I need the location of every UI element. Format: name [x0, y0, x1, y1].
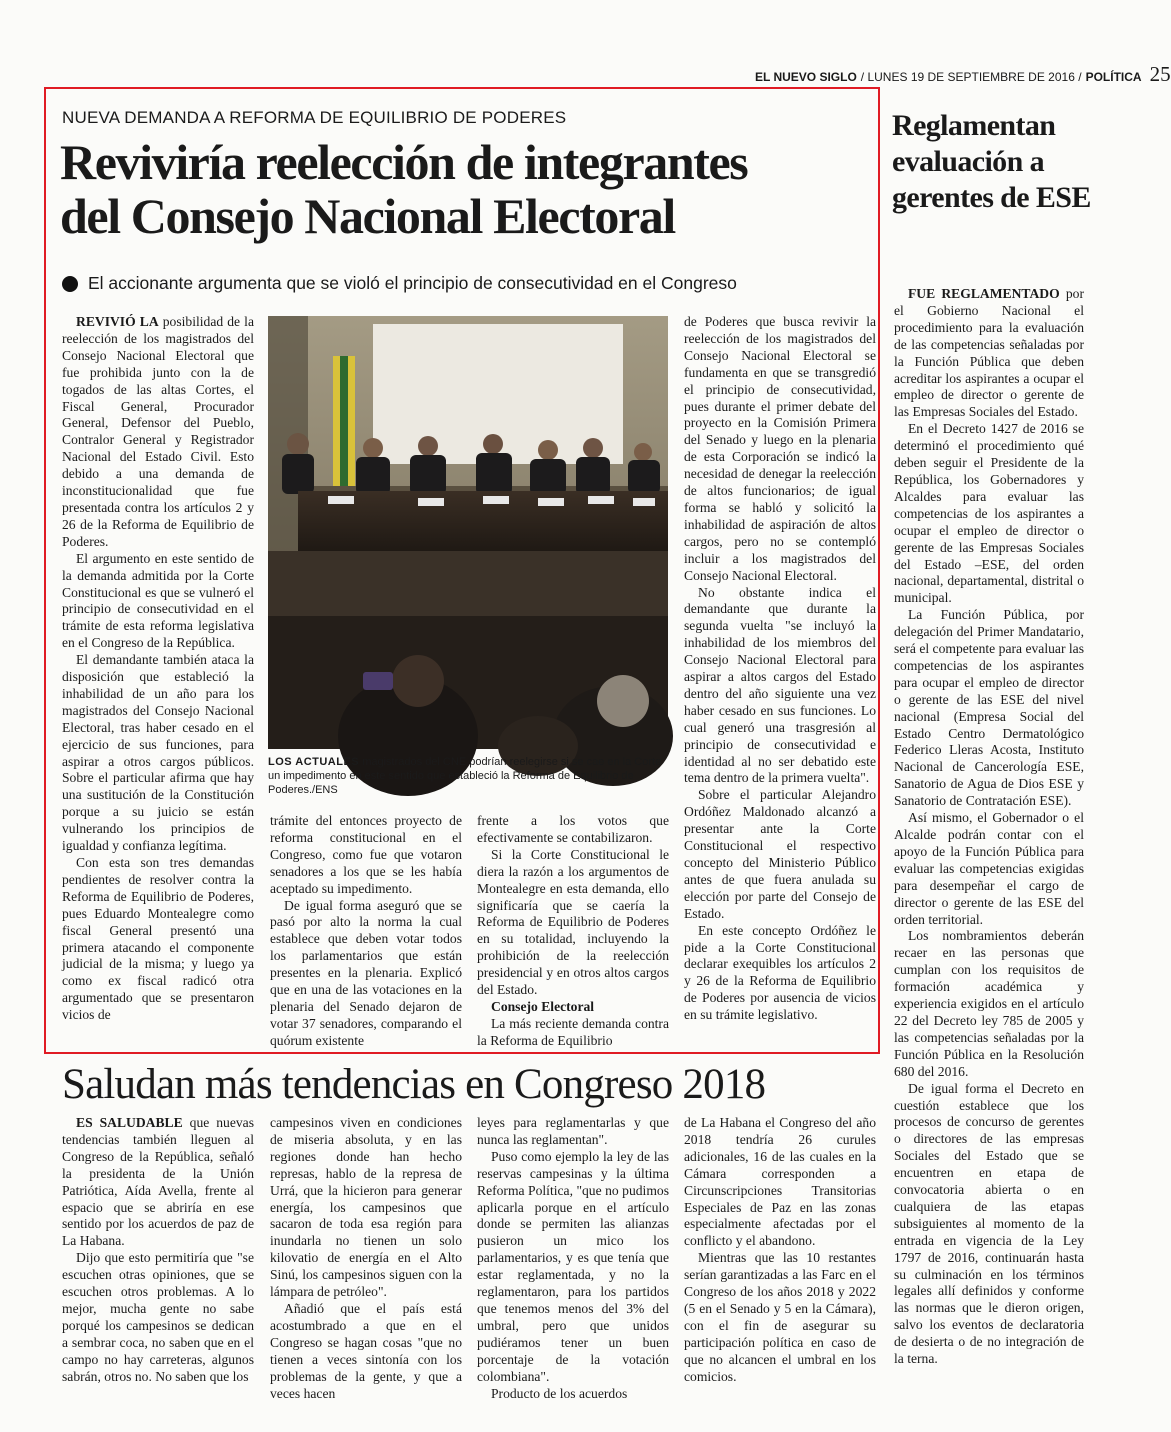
paragraph: posibilidad de la reelección de los magistrados del Consejo Nacional Electoral que fue prohibida junto con la de togados de las altas Cortes, el Fiscal General, Procurador General, Defensor del Pueblo, Contralor General y Registrador Nacional del Estado Civil. Esto debido a una demanda de inconstitucionalidad que fue presentada contra los artículos 2 y 26 de la Reforma de Equilibrio de Poderes.: [62, 314, 254, 549]
second-column-3: [477, 1115, 669, 1402]
subhead-text: El accionante argumenta que se violó el principio de consecutividad en el Congreso: [88, 273, 737, 293]
paragraph: de Poderes que busca revivir la reelección de los magistrados del Consejo Nacional Electoral se fundamenta en que se transgredió el principio de consecutividad, pues durante el primer debate del proyecto en la Comisión Primera del Senado y luego en la plenaria de esta Corporación se indicó la necesidad de denegar la reelección de altos funcionarios; de igual forma se habló y solicitó la inhabilidad de aspiración de altos cargos, pero no se contempló incluir a los magistrados del Consejo Nacional Electoral.: [684, 314, 876, 583]
photo-caption: [268, 755, 668, 797]
paragraph: La más reciente demanda contra la Reforma de Equilibrio: [477, 1015, 669, 1048]
side-headline: Reglamentan evaluación a gerentes de ESE: [892, 109, 1091, 214]
newspaper-name: EL NUEVO SIGLO: [755, 70, 857, 84]
paragraph: No obstante indica el demandante que durante la segunda vuelta "se incluyó la inhabilidad de los miembros del Consejo Nacional Electoral para aspirar a altos cargos del Estado dentro del año siguiente una vez haber cesado en sus funciones. Lo cual generó una trasgresión al principio de consecutividad e identidad al no ser debatido este tema dentro de la primera vuelta".: [684, 584, 876, 786]
kicker: NUEVA DEMANDA A REFORMA DE EQUILIBRIO DE PODERES: [62, 108, 567, 127]
article-column-2: [270, 813, 462, 1050]
second-column-4: [684, 1115, 876, 1386]
paragraph: De igual forma aseguró que se pasó por alto la norma la cual establece que deben votar todos los parlamentarios que están presentes en la plenaria. Explicó que en una de las votaciones en la plenaria del Senado dejaron de votar 37 senadores, comparando el quórum existente: [270, 897, 462, 1048]
second-column-1: [62, 1115, 254, 1386]
article-column-1: [62, 314, 254, 1024]
paragraph: frente a los votos que efectivamente se contabilizaron.: [477, 813, 669, 845]
lead-in: FUE REGLAMENTADO: [908, 286, 1060, 301]
page-header: [755, 62, 1171, 86]
paragraph: leyes para reglamentarlas y que nunca las reglamentan".: [477, 1115, 669, 1147]
paragraph: Si la Corte Constitucional le diera la razón a los argumentos de Montealegre en esta demanda, ello significaría que se caería la Reforma de Equilibrio de Poderes en su totalidad, incluyendo la prohibición de la reelección presidencial y en otros altos cargos del Estado.: [477, 846, 669, 998]
article-column-4: [684, 314, 876, 1024]
paragraph: Los nombramientos deberán recaer en las personas que cumplan con los requisitos de formación académica y experiencia exigidos en el artículo 22 del Decreto ley 785 de 2005 y las competencias señaladas por la Función Pública en la Resolución 680 del 2016.: [894, 928, 1084, 1079]
paragraph: Sobre el particular Alejandro Ordóñez Maldonado alcanzó a presentar ante la Corte Constitucional el respectivo concepto del Ministerio Público antes de que fuera anulada su elección por parte del Consejo de Estado.: [684, 787, 876, 921]
paragraph: De igual forma el Decreto en cuestión establece que los procesos de concurso de gerentes o directores de las empresas Sociales del Estado que se encuentren en etapa de convocatoria abierta o en cualquiera de las etapas subsiguientes al momento de la entrada en vigencia de la Ley 1797 de 2016, continuarán hasta su culminación en los términos legales allí definidos y conforme las normas que le dieron origen, salvo los eventos de declaratoria de desierta o de no integración de la terna.: [894, 1080, 1084, 1367]
paragraph: Añadió que el país está acostumbrado a que en el Congreso se hagan cosas "que no tienen a veces sintonía con los problemas de la gente, y que a veces hacen: [270, 1300, 462, 1401]
paragraph: Con esta son tres demandas pendientes de resolver contra la Reforma de Equilibrio de Poderes, pues Eduardo Montealegre como fiscal General presentó una primera atacando el componente judicial de la misma; y luego ya como ex fiscal radicó otra argumentado que se presentaron vicios de: [62, 855, 254, 1023]
subhead: [62, 273, 737, 294]
paragraph: Así mismo, el Gobernador o el Alcalde podrán contar con el apoyo de la Función Pública para evaluar las competencias exigidas para desempeñar el cargo de director o gerente de las ESE del orden territorial.: [894, 810, 1084, 927]
paragraph: que nuevas tendencias también lleguen al Congreso de la República, señaló la presidenta de la Unión Patriótica, Aída Avella, frente al espacio que se abriría en ese sentido por los acuerdos de paz de La Habana.: [62, 1115, 254, 1249]
paragraph: En este concepto Ordóñez le pide a la Corte Constitucional declarar exequibles los artículos 2 y 26 de la Reforma de Equilibrio de Poderes por ausencia de vicios en su trámite legislativo.: [684, 922, 876, 1023]
paragraph: Dijo que esto permitiría que "se escuchen otras opiniones, que se escuchen otros problemas. A lo mejor, mucha gente no sabe porqué los campesinos se dedican a sembrar coca, no saben que en el campo no hay carreteras, algunos sabrán, otros no. No saben que los: [62, 1250, 254, 1384]
lead-in: REVIVIÓ LA: [76, 314, 159, 329]
news-photo: [268, 316, 668, 749]
section-subtitle: Consejo Electoral: [491, 998, 595, 1014]
paragraph: En el Decreto 1427 de 2016 se determinó el procedimiento qué deben seguir el Presidente de la República, los Gobernadores y Alcaldes para evaluar las competencias de los aspirantes a ocupar el empleo de director o gerente de las Empresas Sociales del Estado –ESE, del orden nacional, departamental, distrital o municipal.: [894, 421, 1084, 606]
paragraph: La Función Pública, por delegación del Primer Mandatario, será el competente para evaluar las competencias de los aspirantes para ocupar el empleo de director o gerente de las ESE del nivel nacional (Empresa Social del Estado Centro Dermatológico Federico Lleras Acosta, Instituto Nacional de Cancerología ESE, Sanatorio de Agua de Dios ESE y Sanatorio de Contratación ESE).: [894, 607, 1084, 809]
paragraph: trámite del entonces proyecto de reforma constitucional en el Congreso, como fue que votaron senadores a los que se les había aceptado su impedimento.: [270, 813, 462, 896]
side-column: [894, 286, 1084, 1368]
paragraph: El argumento en este sentido de la demanda admitida por la Corte Constitucional es que se vulneró el principio de consecutividad en el trámite de esta reforma legislativa en el Congreso de la República.: [62, 550, 254, 651]
header-date: / LUNES 19 DE SEPTIEMBRE DE 2016 /: [860, 70, 1082, 84]
caption-lead: LOS ACTUALES: [268, 756, 360, 768]
main-headline: [60, 135, 880, 243]
bullet-icon: [62, 276, 78, 292]
headline-line-2: del Consejo Nacional Electoral: [60, 188, 675, 244]
lead-in: ES SALUDABLE: [76, 1115, 183, 1130]
headline-line-1: Reviviría reelección de integrantes: [60, 134, 748, 190]
paragraph: El demandante también ataca la disposición que estableció la inhabilidad de un año para los magistrados del Consejo Nacional Electoral, tras haber cesado en el ejercicio de sus funciones, para aspirar a otros cargos públicos. Sobre el particular afirma que hay una sustitución de la Constitución porque a su juicio se están vulnerando los principios de igualdad y confianza legítima.: [62, 652, 254, 854]
photo-illustration: [268, 316, 668, 749]
paragraph: Puso como ejemplo la ley de las reservas campesinas y la última Reforma Política, "que no pudimos aplicarla porque en el artículo donde se permiten las alianzas pusieron un mico los parlamentarios, y es que tenía que estar reglamentada, y no la reglamentaron, para los partidos que tenemos menos del 3% del umbral, pero que unidos pudiéramos tener un buen porcentaje de la votación colombiana".: [477, 1148, 669, 1384]
paragraph: Producto de los acuerdos: [491, 1385, 628, 1401]
second-column-2: [270, 1115, 462, 1402]
second-headline: Saludan más tendencias en Congreso 2018: [62, 1061, 766, 1108]
page-number: 25: [1149, 62, 1171, 86]
paragraph: de La Habana el Congreso del año 2018 tendría 26 curules adicionales, 16 de las cuales en la Cámara corresponden a Circunscripciones Transitorias Especiales de Paz en las zonas especialmente afectadas por el conflicto y el abandono.: [684, 1115, 876, 1249]
paragraph: campesinos viven en condiciones de miseria absoluta, y en las regiones donde han hecho represas, hablo de la represa de Urrá, que la hicieron para generar energía, los campesinos que sacaron de toda esa región para inundarla no tienen un solo kilovatio de energía en el Alto Sinú, los campesinos siguen con la lámpara de petróleo".: [270, 1115, 462, 1300]
caption-text: magistrados del CNE podrían reelegirse si se cae en la Corte un impedimento en este sentido que estableció la Reforma de Equilibrio de Poderes./ENS: [268, 756, 662, 796]
paragraph: Mientras que las 10 restantes serían garantizadas a las Farc en el Congreso de los años 2018 y 2022 (5 en el Senado y 5 en la Cámara), con el fin de asegurar su participación política en caso de que no alcancen el umbral en los comicios.: [684, 1250, 876, 1384]
header-section: POLÍTICA: [1085, 70, 1142, 84]
article-column-3: [477, 813, 669, 1050]
paragraph: por el Gobierno Nacional el procedimiento para la evaluación de las competencias señaladas por la Función Pública que deben acreditar los aspirantes a ocupar el empleo de director o gerente de las Empresas Sociales del Estado.: [894, 286, 1084, 420]
